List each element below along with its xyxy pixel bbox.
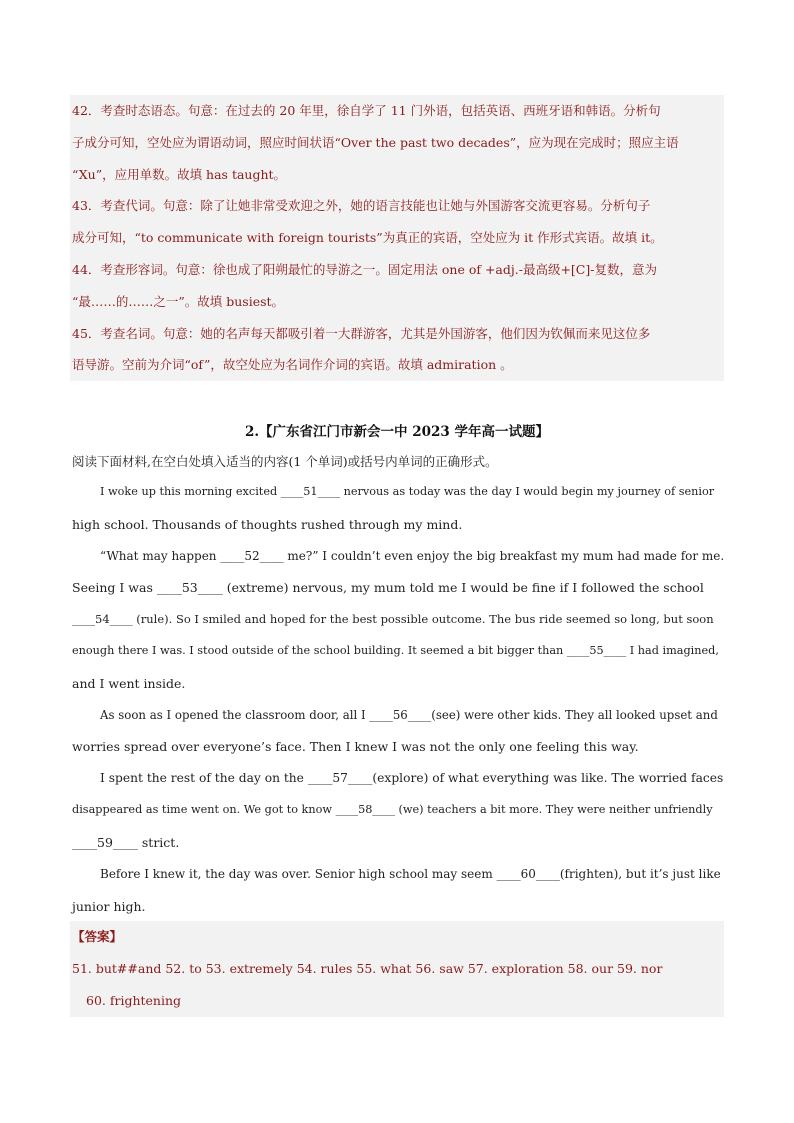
explanation-block [70,95,724,381]
passage-line: disappeared as time went on. We got to know ____58____ (we) teachers a bit more. They were neither unfriendly [72,803,713,816]
passage-line: and I went inside. [72,676,186,691]
explanation-line: 42．考查时态语态。句意：在过去的 20 年里，徐自学了 11 门外语，包括英语、西班牙语和韩语。分析句 [72,103,661,118]
explanation-line: 子成分可知，空处应为谓语动词，照应时间状语“Over the past two decades”，应为现在完成时；照应主语 [72,134,679,150]
answer-line: 60. frightening [86,992,182,1008]
passage-line: Seeing I was ____53____ (extreme) nervous, my mum told me I would be fine if I followed the school [72,580,704,595]
explanation-line: 44．考查形容词。句意：徐也成了阳朔最忙的导游之一。固定用法 one of +adj.-最高级+[C]-复数，意为 [72,261,657,277]
passage-line: I woke up this morning excited ____51____ nervous as today was the day I would begin my journey of senior [100,485,715,498]
passage-line: junior high. [72,899,146,914]
passage-line: “What may happen ____52____ me?” I couldn’t even enjoy the big breakfast my mum had made for me. [100,549,725,563]
explanation-line: 语导游。空前为介词“of”，故空处应为名词作介词的宾语。故填 admiration 。 [72,357,513,373]
answer-label: 【答案】 [72,929,123,944]
explanation-line: “最……的……之一”。故填 busiest。 [72,293,285,309]
explanation-line: “Xu”，应用单数。故填 has taught。 [72,166,287,182]
passage-line: worries spread over everyone’s face. Then I knew I was not the only one feeling this way. [72,739,639,754]
passage-line: ____59____ strict. [72,835,180,850]
answer-block [70,921,724,1017]
passage-line: high school. Thousands of thoughts rushed through my mind. [72,517,463,532]
instruction: 阅读下面材料,在空白处填入适当的内容(1 个单词)或括号内单词的正确形式。 [72,454,498,469]
answer-line: 51. but##and 52. to 53. extremely 54. rules 55. what 56. saw 57. exploration 58. our 59. nor [72,960,663,976]
passage-line: As soon as I opened the classroom door, all I ____56____(see) were other kids. They all looked upset and [100,708,718,722]
explanation-line: 成分可知，“to communicate with foreign tourists”为真正的宾语，空处应为 it 作形式宾语。故填 it。 [72,230,663,246]
explanation-line: 45．考查名词。句意：她的名声每天都吸引着一大群游客，尤其是外国游客，他们因为钦佩而来见这位多 [72,325,651,341]
explanation-line: 43．考查代词。句意：除了让她非常受欢迎之外，她的语言技能也让她与外国游客交流更容易。分析句子 [72,198,651,214]
passage-line: Before I knew it, the day was over. Senior high school may seem ____60____(frighten), but it’s just like [100,867,721,881]
passage-line: enough there I was. I stood outside of the school building. It seemed a bit bigger than ____55____ I had imagined, [72,644,719,657]
passage-line: I spent the rest of the day on the ____57____(explore) of what everything was like. The worried faces [100,771,724,785]
passage-line: ____54____ (rule). So I smiled and hoped for the best possible outcome. The bus ride seemed so long, but soon [72,612,714,626]
section-title: 2.【广东省江门市新会一中 2023 学年高一试题】 [244,424,550,440]
